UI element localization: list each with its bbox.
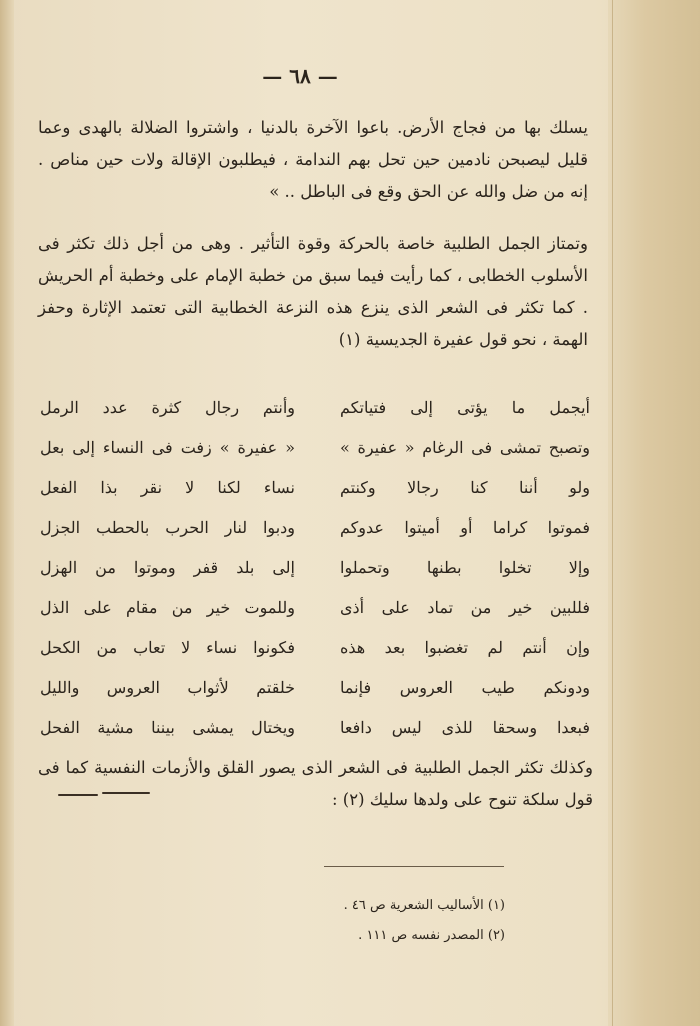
footnote-2: (٢) المصدر نفسه ص ١١١ .: [358, 928, 505, 943]
verse-line: [40, 558, 590, 596]
verse-line: [40, 598, 590, 636]
verse-line: [40, 478, 590, 516]
verse-first-hemistich: فبعدا وسحقا للذى ليس دافعا: [340, 718, 590, 737]
pen-underline-mark: [58, 794, 98, 796]
verse-line: [40, 398, 590, 436]
verse-second-hemistich: خلقتم لأثواب العروس والليل: [40, 678, 295, 697]
verse-second-hemistich: وللموت خير من مقام على الذل: [40, 598, 295, 617]
footnote-separator: [324, 866, 504, 867]
verse-first-hemistich: ولو أننا كنا رجالا وكنتم: [340, 478, 590, 497]
verse-line: [40, 718, 590, 756]
page-edge: [608, 0, 700, 1026]
verse-first-hemistich: أيجمل ما يؤتى إلى فتياتكم: [340, 398, 590, 417]
page-gutter: [0, 0, 14, 1026]
paragraph-1: يسلك بها من فجاج الأرض. باعوا الآخرة بالدنيا ، واشتروا الضلالة بالهدى وعما قليل ليصبحن نادمين حين تحل بهم الندامة ، فيطلبون الإقالة ولات حين مناص . إنه من ضل والله عن الحق وقع فى الباطل .. »: [38, 118, 588, 201]
verse-first-hemistich: وإن أنتم لم تغضبوا بعد هذه: [340, 638, 590, 657]
verse-first-hemistich: فموتوا كراما أو أميتوا عدوكم: [340, 518, 590, 537]
pen-underline-mark: [102, 792, 150, 794]
verse-first-hemistich: وتصبح تمشى فى الرغام « عفيرة »: [340, 438, 590, 457]
verse-second-hemistich: فكونوا نساء لا تعاب من الكحل: [40, 638, 295, 657]
verse-first-hemistich: وإلا تخلوا بطنها وتحملوا: [340, 558, 590, 577]
verse-first-hemistich: ودونكم طيب العروس فإنما: [340, 678, 590, 697]
verse-second-hemistich: ودبوا لنار الحرب بالحطب الجزل: [40, 518, 295, 537]
verse-second-hemistich: إلى بلد قفر وموتوا من الهزل: [40, 558, 295, 577]
verse-line: [40, 518, 590, 556]
paragraph-2: وتمتاز الجمل الطلبية خاصة بالحركة وقوة التأثير . وهى من أجل ذلك تكثر فى الأسلوب الخطابى ، كما رأيت فيما سبق من خطبة الإمام على وخطبة أم الحريش . كما تكثر فى الشعر الذى ينزع هذه النزعة الخطابية التى تعتمد الإثارة وحفز الهمة ، نحو قول عفيرة الجديسية (١): [38, 234, 588, 349]
verse-line: [40, 438, 590, 476]
verse-first-hemistich: فللبين خير من تماد على أذى: [340, 598, 590, 617]
page-number: — ٦٨ —: [262, 64, 338, 88]
verse-line: [40, 678, 590, 716]
verse-second-hemistich: نساء لكنا لا نقر بذا الفعل: [40, 478, 295, 497]
footnote-1: (١) الأساليب الشعرية ص ٤٦ .: [343, 898, 505, 913]
paragraph-3: وكذلك تكثر الجمل الطلبية فى الشعر الذى يصور القلق والأزمات النفسية كما فى قول سلكة تنوح على ولدها سليك (٢) :: [38, 758, 593, 809]
verse-second-hemistich: « عفيرة » زفت فى النساء إلى بعل: [40, 438, 295, 457]
verse-line: [40, 638, 590, 676]
verse-second-hemistich: ويختال يمشى بيننا مشية الفحل: [40, 718, 295, 737]
verse-second-hemistich: وأنتم رجال كثرة عدد الرمل: [40, 398, 295, 417]
